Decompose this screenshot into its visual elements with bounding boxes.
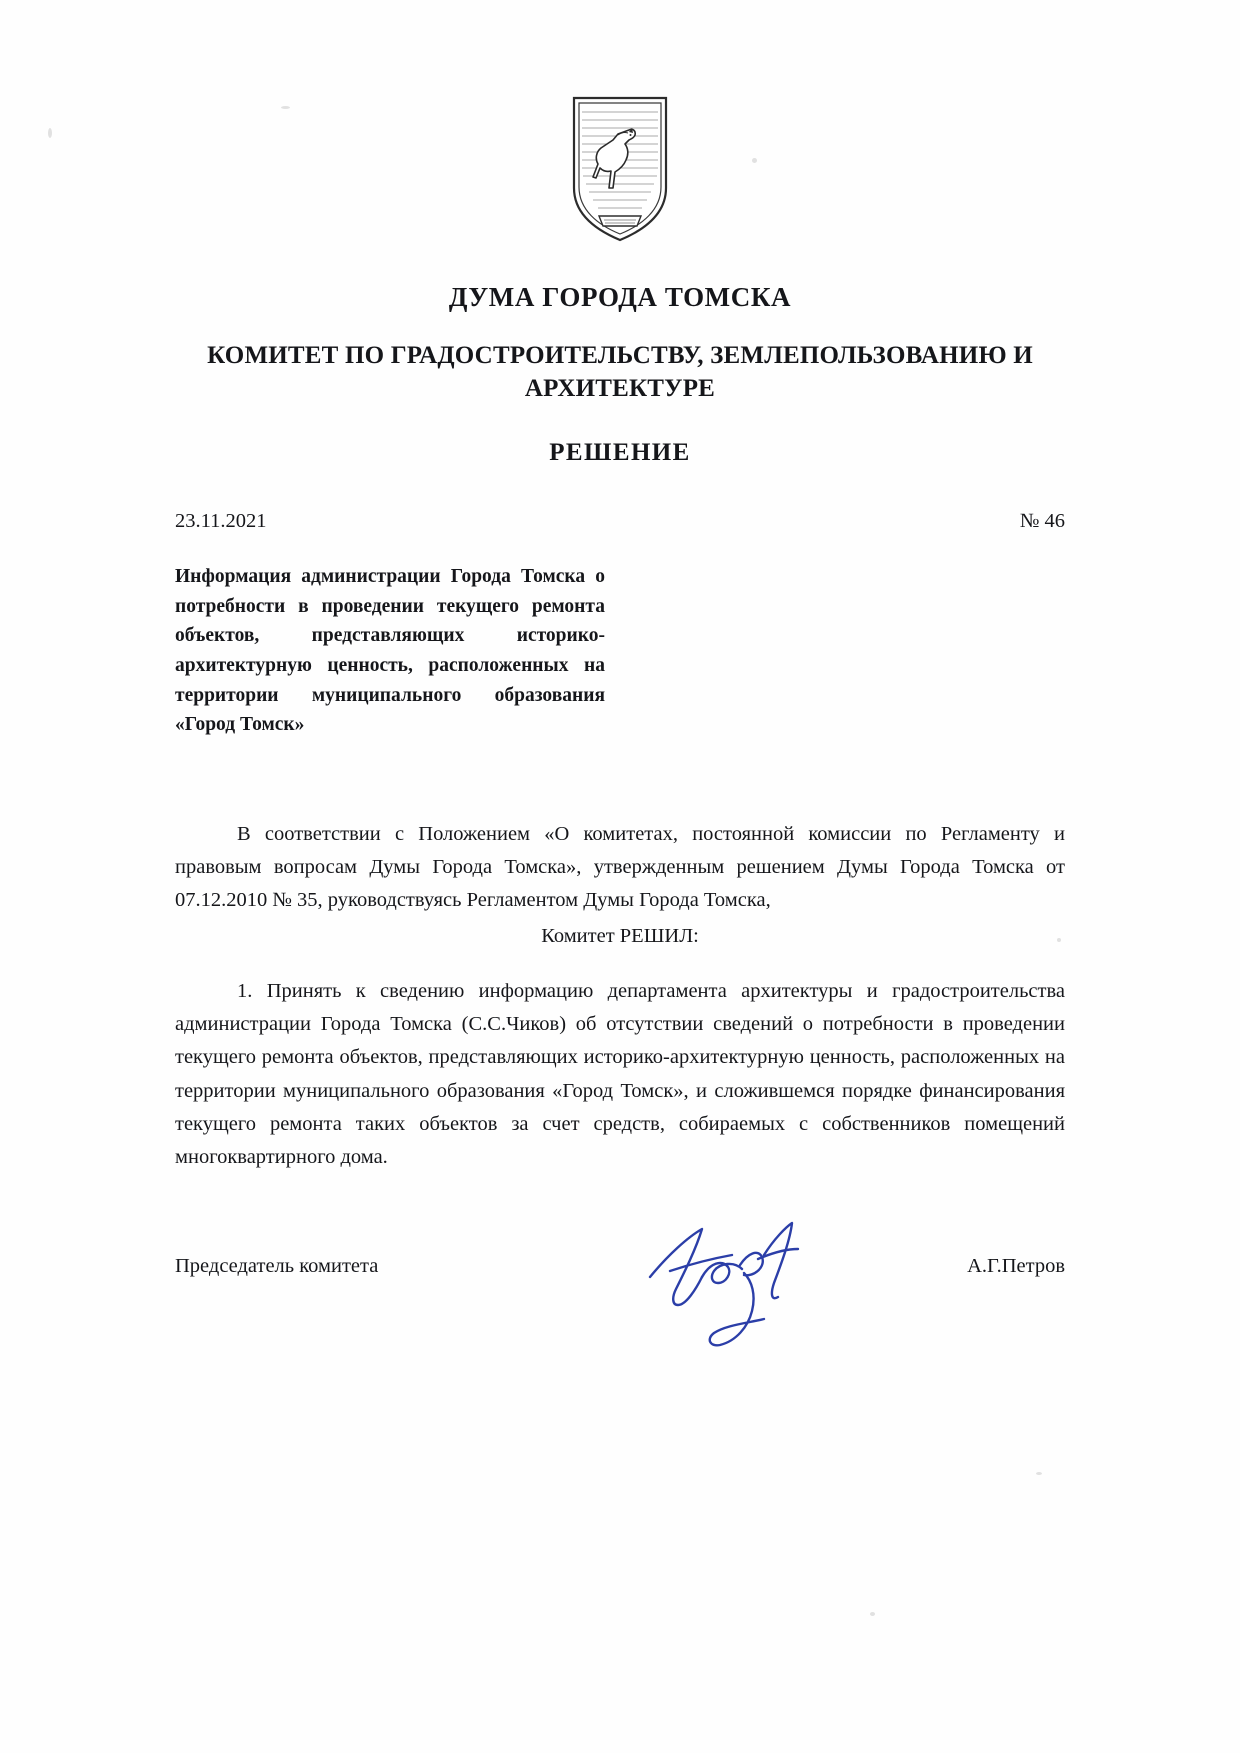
preamble-paragraph: В соответствии с Положением «О комитетах, постоянной комиссии по Регламенту и правовым вопросам Думы Города Томска», утвержденным решением Думы Города Томска от 07.12.2010 № 35, руководствуясь Регламентом Думы Города Томска, [175,823,1065,912]
document-date: 23.11.2021 [175,510,267,532]
committee-title: КОМИТЕТ ПО ГРАДОСТРОИТЕЛЬСТВУ, ЗЕМЛЕПОЛЬЗОВАНИЮ И АРХИТЕКТУРЕ [207,342,1033,402]
coat-of-arms-tomsk-icon [566,92,674,244]
document-meta [175,510,1065,533]
signature-block [175,1255,1065,1278]
scan-speck [1036,1472,1042,1475]
signer-name: А.Г.Петров [967,1255,1065,1277]
document-kind: РЕШЕНИЕ [549,439,691,466]
clause-paragraph: 1. Принять к сведению информацию департамента архитектуры и градостроительства администрации Города Томска (С.С.Чиков) об отсутствии сведений о потребности в проведении текущего ремонта объектов, представляющих историко-архитектурную ценность, расположенных на территории муниципального образования «Город Томск», и сложившемся порядке финансирования текущего ремонта таких объектов за счет средств, собираемых с собственников помещений многоквартирного дома. [175,980,1065,1169]
document-subject: Информация администрации Города Томска о потребности в проведении текущего ремонта объектов, представляющих историко-архитектурную ценность, расположенных на территории муниципального образования «Город Томск» [175,566,605,736]
scan-speck [870,1612,875,1616]
resolve-line: Комитет РЕШИЛ: [541,925,699,947]
document-number: № 46 [1019,510,1065,532]
document-preamble [175,818,1065,918]
document-clause-1 [175,975,1065,1174]
document-header [120,282,1120,467]
signer-title: Председатель комитета [175,1255,379,1277]
handwritten-signature [640,1215,840,1355]
emblem-container [0,92,1240,244]
organization-title: ДУМА ГОРОДА ТОМСКА [448,282,792,312]
